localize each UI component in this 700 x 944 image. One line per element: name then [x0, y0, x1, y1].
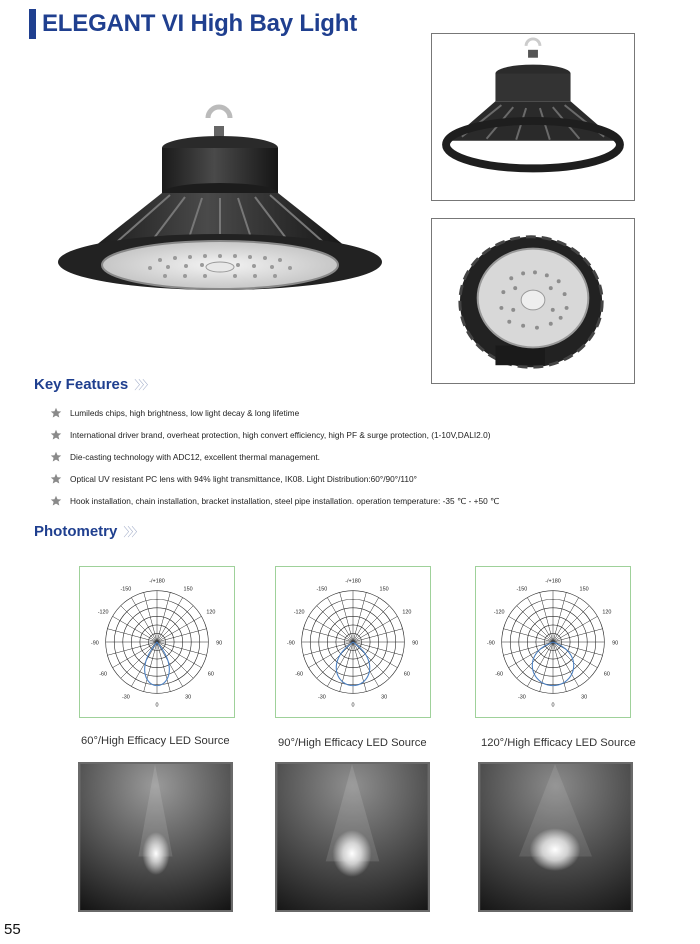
- polar-grid-spoke: [113, 616, 157, 642]
- polar-angle-label: -90: [90, 640, 99, 647]
- feature-item: [50, 473, 417, 485]
- star-icon: [50, 495, 62, 507]
- chevrons-icon: 〉〉〉: [123, 525, 142, 539]
- polar-grid-spoke: [327, 598, 353, 642]
- polar-angle-label: -60: [99, 671, 108, 678]
- polar-grid-spoke: [553, 616, 597, 642]
- polar-grid-spoke: [553, 642, 589, 678]
- polar-grid-spoke: [317, 606, 353, 642]
- feature-text: International driver brand, overheat protection, high convert efficiency, high PF & surge protection, (1-10V,DALI2.0): [70, 430, 491, 440]
- feature-text: Die-casting technology with ADC12, excellent thermal management.: [70, 452, 320, 462]
- polar-grid-spoke: [553, 598, 579, 642]
- polar-grid-spoke: [509, 616, 553, 642]
- feature-text: Optical UV resistant PC lens with 94% light transmittance, IK08. Light Distribution:60°/90°/110°: [70, 474, 417, 484]
- page-title: ELEGANT VI High Bay Light: [42, 10, 358, 37]
- polar-grid-spoke: [157, 606, 193, 642]
- polar-angle-label: -30: [518, 694, 526, 701]
- polar-angle-label: -/+180: [149, 578, 165, 585]
- polar-diagram-120: [475, 566, 631, 718]
- feature-item: [50, 495, 499, 507]
- polar-grid-spoke: [553, 606, 589, 642]
- polar-angle-label: 90: [412, 640, 419, 647]
- polar-angle-label: 30: [381, 694, 388, 701]
- polar-angle-label: 150: [183, 586, 193, 593]
- polar-angle-label: -30: [122, 694, 130, 701]
- polar-angle-label: -120: [97, 609, 109, 616]
- polar-angle-label: -150: [120, 586, 132, 593]
- product-lens-view-image: [431, 218, 635, 384]
- photometry-title: Photometry: [34, 523, 118, 540]
- title-accent-bar: [29, 9, 36, 39]
- chevrons-icon: 〉〉〉: [134, 378, 153, 392]
- photometry-caption-120: 120°/High Efficacy LED Source: [481, 737, 636, 749]
- polar-angle-label: 60: [603, 671, 610, 678]
- photometry-heading: [34, 523, 141, 540]
- polar-angle-label: 60: [207, 671, 214, 678]
- polar-grid-spoke: [157, 642, 201, 668]
- polar-angle-label: -/+180: [545, 578, 561, 585]
- polar-angle-label: -/+180: [345, 578, 361, 585]
- polar-angle-label: -120: [293, 609, 305, 616]
- polar-grid-spoke: [157, 642, 193, 678]
- beam-render-90: [275, 762, 430, 912]
- polar-grid-spoke: [157, 616, 201, 642]
- polar-angle-label: -120: [493, 609, 505, 616]
- polar-angle-label: 0: [551, 702, 555, 709]
- polar-angle-label: 150: [579, 586, 589, 593]
- polar-angle-label: 90: [216, 640, 223, 647]
- polar-grid-spoke: [517, 606, 553, 642]
- key-features-heading: [34, 376, 152, 393]
- polar-angle-label: 120: [206, 609, 216, 616]
- polar-angle-label: 120: [602, 609, 612, 616]
- polar-grid-spoke: [317, 642, 353, 678]
- polar-grid-spoke: [353, 606, 389, 642]
- beam-render-120: [478, 762, 633, 912]
- polar-angle-label: -150: [316, 586, 328, 593]
- polar-angle-label: -30: [318, 694, 326, 701]
- polar-diagram-90: [275, 566, 431, 718]
- polar-angle-label: -60: [495, 671, 504, 678]
- polar-angle-label: 0: [351, 702, 355, 709]
- feature-text: Hook installation, chain installation, bracket installation, steel pipe installation. operation temperature: -35 ℃ - +50 ℃: [70, 496, 500, 506]
- star-icon: [50, 473, 62, 485]
- polar-angle-label: 90: [612, 640, 619, 647]
- photometry-caption-90: 90°/High Efficacy LED Source: [278, 737, 427, 749]
- polar-grid-spoke: [131, 598, 157, 642]
- polar-grid-spoke: [353, 642, 397, 668]
- polar-angle-label: -150: [516, 586, 528, 593]
- polar-grid-spoke: [517, 642, 553, 678]
- star-icon: [50, 407, 62, 419]
- polar-grid-spoke: [353, 642, 389, 678]
- polar-grid-spoke: [157, 642, 183, 686]
- polar-angle-label: 120: [402, 609, 412, 616]
- polar-angle-label: 0: [155, 702, 159, 709]
- polar-grid-spoke: [131, 642, 157, 686]
- polar-grid-spoke: [509, 642, 553, 668]
- polar-grid-spoke: [353, 616, 397, 642]
- product-top-view-image: [431, 33, 635, 201]
- key-features-title: Key Features: [34, 376, 129, 393]
- polar-grid-spoke: [121, 642, 157, 678]
- polar-angle-label: 30: [581, 694, 588, 701]
- polar-grid-spoke: [309, 642, 353, 668]
- polar-angle-label: 60: [403, 671, 410, 678]
- polar-angle-label: -60: [295, 671, 304, 678]
- page-number: 55: [4, 921, 21, 938]
- polar-grid-spoke: [157, 598, 183, 642]
- photometry-caption-60: 60°/High Efficacy LED Source: [81, 735, 230, 747]
- star-icon: [50, 429, 62, 441]
- polar-grid-spoke: [113, 642, 157, 668]
- polar-angle-label: 30: [185, 694, 192, 701]
- polar-grid-spoke: [527, 598, 553, 642]
- feature-item: [50, 429, 490, 441]
- beam-render-60: [78, 762, 233, 912]
- star-icon: [50, 451, 62, 463]
- feature-item: [50, 407, 299, 419]
- feature-text: Lumileds chips, high brightness, low light decay & long lifetime: [70, 408, 300, 418]
- feature-item: [50, 451, 320, 463]
- polar-grid-spoke: [121, 606, 157, 642]
- polar-grid-spoke: [553, 642, 597, 668]
- polar-angle-label: -90: [286, 640, 295, 647]
- polar-angle-label: -90: [486, 640, 495, 647]
- hero-product-image: [50, 100, 390, 330]
- polar-angle-label: 150: [379, 586, 389, 593]
- polar-grid-spoke: [353, 598, 379, 642]
- polar-grid-spoke: [309, 616, 353, 642]
- polar-diagram-60: [79, 566, 235, 718]
